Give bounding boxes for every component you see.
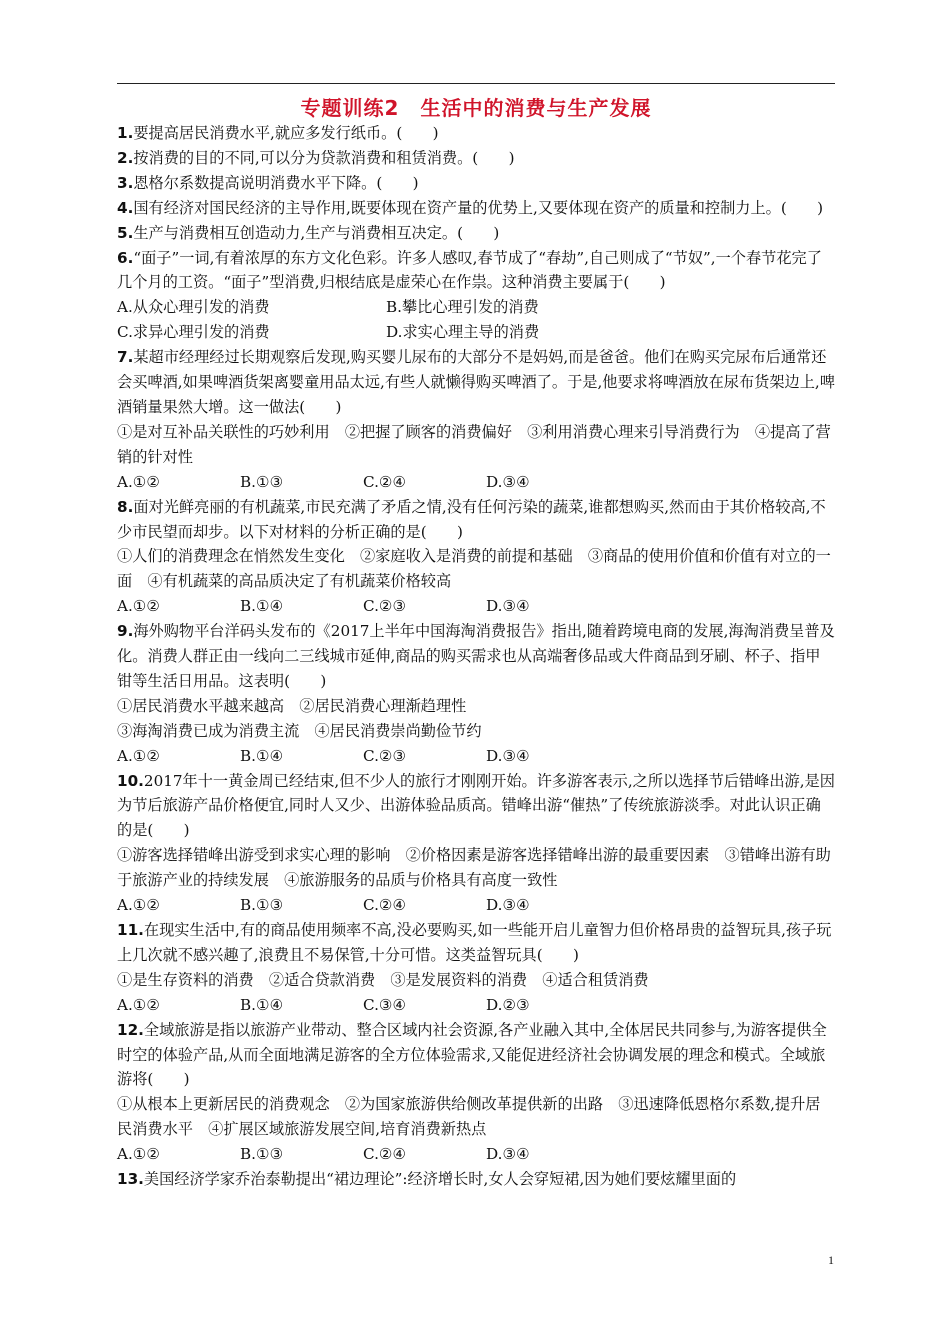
question-text: 生产与消费相互创造动力,生产与消费相互决定。( ) bbox=[133, 223, 500, 242]
question-text: 海外购物平台洋码头发布的《2017上半年中国海淘消费报告》指出,随着跨境电商的发展,海淘消费呈普及化。消费人群正由一线向二三线城市延伸,商品的购买需求也从高端奢侈品或大件商品到牙刷、杯子、指甲钳等生活日用品。这表明( ) bbox=[117, 622, 835, 690]
question-number: 1. bbox=[117, 124, 134, 142]
page-number: 1 bbox=[828, 1253, 834, 1267]
question-6 bbox=[117, 246, 835, 296]
question-number: 4. bbox=[117, 198, 134, 217]
question-text: “面子”一词,有着浓厚的东方文化色彩。许多人感叹,春节成了“春劫”,自己则成了“节奴”,一个春节花完了几个月的工资。“面子”型消费,归根结底是虚荣心在作祟。这种消费主要属于( ) bbox=[117, 248, 822, 292]
options-row bbox=[117, 295, 835, 320]
question-number: 9. bbox=[117, 622, 134, 641]
statement-list: ①游客选择错峰出游受到求实心理的影响 ②价格因素是游客选择错峰出游的最重要因素 ③错峰出游有助于旅游产业的持续发展 ④旅游服务的品质与价格具有高度一致性 bbox=[117, 846, 831, 890]
question-text: 恩格尔系数提高说明消费水平下降。( ) bbox=[133, 173, 419, 192]
choice-d: D.③④ bbox=[486, 746, 530, 765]
choice-a: A.①② bbox=[117, 1145, 161, 1164]
question-number: 5. bbox=[117, 223, 134, 242]
choice-b: B.①④ bbox=[240, 597, 284, 616]
choice-b: B.①③ bbox=[240, 1145, 284, 1164]
choice-a: A.①② bbox=[117, 896, 161, 915]
question-13 bbox=[117, 1167, 835, 1192]
question-number: 10. bbox=[117, 771, 144, 790]
question-number: 2. bbox=[117, 148, 134, 167]
choices-row bbox=[117, 993, 835, 1018]
choice-b: B.①③ bbox=[240, 896, 284, 915]
option-a: A.从众心理引发的消费 bbox=[117, 298, 270, 317]
question-text: 按消费的目的不同,可以分为贷款消费和租赁消费。( ) bbox=[133, 148, 515, 167]
question-number: 13. bbox=[117, 1170, 144, 1189]
choice-a: A.①② bbox=[117, 472, 161, 491]
question-1 bbox=[117, 121, 835, 146]
question-3 bbox=[117, 171, 835, 196]
question-text: 要提高居民消费水平,就应多发行纸币。( ) bbox=[133, 124, 439, 142]
question-number: 3. bbox=[117, 173, 134, 192]
header-rule bbox=[117, 83, 835, 84]
question-list bbox=[117, 121, 835, 1192]
statement-list: ①人们的消费理念在悄然发生变化 ②家庭收入是消费的前提和基础 ③商品的使用价值和价值有对立的一面 ④有机蔬菜的高品质决定了有机蔬菜价格较高 bbox=[117, 547, 831, 591]
page-title: 专题训练2 生活中的消费与生产发展 bbox=[300, 96, 652, 120]
question-text: 国有经济对国民经济的主导作用,既要体现在资产量的优势上,又要体现在资产的质量和控制力上。( ) bbox=[133, 198, 824, 217]
option-d: D.求实心理主导的消费 bbox=[386, 323, 540, 342]
statement-list: ①是对互补品关联性的巧妙利用 ②把握了顾客的消费偏好 ③利用消费心理来引导消费行为 ④提高了营销的针对性 bbox=[117, 422, 831, 466]
choice-c: C.③④ bbox=[363, 995, 407, 1014]
choice-b: B.①④ bbox=[240, 995, 284, 1014]
question-5 bbox=[117, 221, 835, 246]
choices-row bbox=[117, 744, 835, 769]
question-text: 美国经济学家乔治泰勒提出“裙边理论”:经济增长时,女人会穿短裙,因为她们要炫耀里面的 bbox=[143, 1170, 737, 1189]
choices-row bbox=[117, 594, 835, 619]
choice-c: C.②④ bbox=[363, 1145, 407, 1164]
question-number: 7. bbox=[117, 348, 134, 367]
choices-row bbox=[117, 1142, 835, 1167]
question-8 bbox=[117, 495, 835, 545]
question-9 bbox=[117, 619, 835, 694]
question-text: 2017年十一黄金周已经结束,但不少人的旅行才刚刚开始。许多游客表示,之所以选择节后错峰出游,是因为节后旅游产品价格便宜,同时人又少、出游体验品质高。错峰出游“催热”了传统旅游淡季。对此认识正确的是( ) bbox=[117, 771, 835, 840]
choice-d: D.③④ bbox=[486, 896, 530, 915]
question-11 bbox=[117, 918, 835, 968]
choice-d: D.②③ bbox=[486, 995, 530, 1014]
choice-c: C.②④ bbox=[363, 472, 407, 491]
choices-row bbox=[117, 470, 835, 495]
statement-list: ①是生存资料的消费 ②适合贷款消费 ③是发展资料的消费 ④适合租赁消费 bbox=[117, 970, 649, 989]
choice-b: B.①④ bbox=[240, 746, 284, 765]
statement-line: ①居民消费水平越来越高 ②居民消费心理渐趋理性 bbox=[117, 696, 467, 715]
question-number: 12. bbox=[117, 1020, 144, 1039]
question-7 bbox=[117, 345, 835, 420]
choice-d: D.③④ bbox=[486, 472, 530, 491]
choice-c: C.②③ bbox=[363, 597, 407, 616]
question-10 bbox=[117, 769, 835, 844]
question-text: 全域旅游是指以旅游产业带动、整合区域内社会资源,各产业融入其中,全体居民共同参与,为游客提供全时空的体验产品,从而全面地满足游客的全方位体验需求,又能促进经济社会协调发展的理念和模式。全域旅游将( ) bbox=[117, 1020, 827, 1089]
choice-d: D.③④ bbox=[486, 597, 530, 616]
option-b: B.攀比心理引发的消费 bbox=[386, 298, 539, 317]
question-4 bbox=[117, 196, 835, 221]
choice-a: A.①② bbox=[117, 746, 161, 765]
question-number: 11. bbox=[117, 921, 144, 939]
choices-row bbox=[117, 893, 835, 918]
option-c: C.求异心理引发的消费 bbox=[117, 323, 270, 342]
question-2 bbox=[117, 146, 835, 171]
statement-list: ①从根本上更新居民的消费观念 ②为国家旅游供给侧改革提供新的出路 ③迅速降低恩格尔系数,提升居民消费水平 ④扩展区域旅游发展空间,培育消费新热点 bbox=[117, 1095, 821, 1139]
question-12 bbox=[117, 1018, 835, 1093]
choice-b: B.①③ bbox=[240, 472, 284, 491]
choice-c: C.②③ bbox=[363, 746, 407, 765]
question-text: 面对光鲜亮丽的有机蔬菜,市民充满了矛盾之情,没有任何污染的蔬菜,谁都想购买,然而由于其价格较高,不少市民望而却步。以下对材料的分析正确的是( ) bbox=[117, 497, 826, 541]
choice-a: A.①② bbox=[117, 597, 161, 616]
choice-a: A.①② bbox=[117, 995, 161, 1014]
question-text: 在现实生活中,有的商品使用频率不高,没必要购买,如一些能开启儿童智力但价格昂贵的益智玩具,孩子玩上几次就不感兴趣了,浪费且不易保管,十分可惜。这类益智玩具( ) bbox=[117, 921, 832, 964]
choice-c: C.②④ bbox=[363, 896, 407, 915]
question-number: 6. bbox=[117, 248, 134, 267]
statement-line: ③海淘消费已成为消费主流 ④居民消费崇尚勤俭节约 bbox=[117, 721, 482, 740]
question-number: 8. bbox=[117, 497, 134, 516]
options-row bbox=[117, 320, 835, 345]
question-text: 某超市经理经过长期观察后发现,购买婴儿尿布的大部分不是妈妈,而是爸爸。他们在购买完尿布后通常还会买啤酒,如果啤酒货架离婴童用品太远,有些人就懒得购买啤酒了。于是,他要求将啤酒放在尿布货架边上,啤酒销量果然大增。这一做法( ) bbox=[117, 348, 835, 416]
choice-d: D.③④ bbox=[486, 1145, 530, 1164]
